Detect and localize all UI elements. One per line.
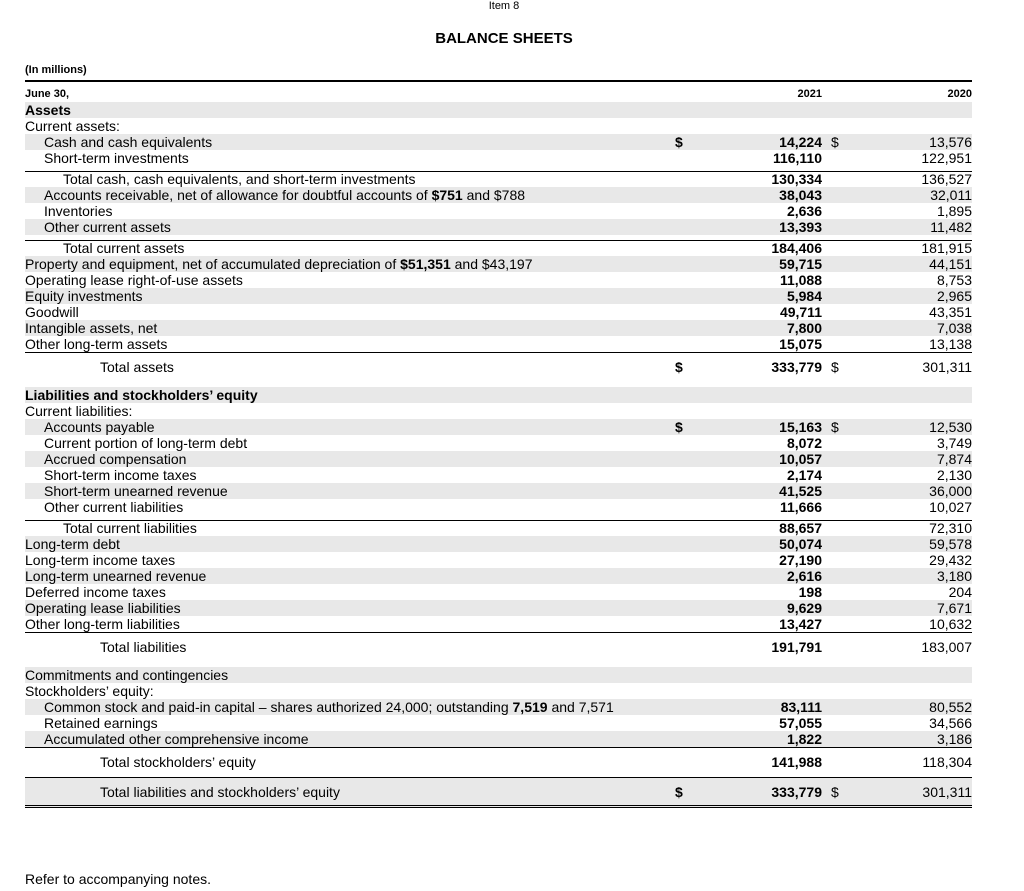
value-2020: 7,671 bbox=[936, 600, 972, 616]
table-row bbox=[25, 600, 972, 616]
table-row bbox=[25, 451, 972, 467]
value-2020: 3,186 bbox=[936, 731, 972, 747]
row-label bbox=[44, 715, 158, 731]
section-heading-row bbox=[25, 387, 972, 403]
row-label-text: Total cash, cash equivalents, and short-term investments bbox=[63, 171, 416, 187]
row-label bbox=[44, 467, 197, 483]
value-2020: 136,527 bbox=[921, 171, 972, 187]
currency-symbol-2021: $ bbox=[675, 419, 683, 435]
row-label bbox=[25, 256, 532, 272]
table-row bbox=[25, 683, 972, 699]
row-label bbox=[25, 667, 228, 683]
row-label bbox=[25, 616, 180, 632]
row-label-text: Liabilities and stockholders’ equity bbox=[25, 387, 258, 403]
row-label bbox=[25, 536, 120, 552]
row-label-text: Commitments and contingencies bbox=[25, 667, 229, 683]
row-label-text: Deferred income taxes bbox=[25, 584, 166, 600]
value-2021: 7,800 bbox=[786, 320, 822, 336]
value-2020: 3,180 bbox=[936, 568, 972, 584]
value-2021: 130,334 bbox=[771, 171, 822, 187]
row-label bbox=[100, 632, 186, 662]
value-2021: 116,110 bbox=[772, 150, 822, 166]
value-2020: 7,038 bbox=[936, 320, 972, 336]
row-label bbox=[25, 288, 143, 304]
value-2020: 3,749 bbox=[936, 435, 972, 451]
row-label-text: Inventories bbox=[44, 203, 113, 219]
row-label-bold-value: $751 bbox=[431, 187, 463, 203]
row-label bbox=[25, 118, 120, 134]
value-2021: 13,393 bbox=[779, 219, 822, 235]
currency-symbol-2021: $ bbox=[675, 359, 683, 375]
table-row bbox=[25, 187, 972, 203]
row-label-text: Short-term unearned revenue bbox=[44, 483, 228, 499]
balance-sheet-table bbox=[25, 86, 972, 807]
row-label bbox=[44, 150, 189, 166]
row-label bbox=[44, 731, 309, 747]
row-label-text: Current assets: bbox=[25, 118, 120, 134]
table-row bbox=[25, 584, 972, 600]
row-label-text: Equity investments bbox=[25, 288, 143, 304]
row-label bbox=[25, 336, 167, 352]
row-label-text: Total current liabilities bbox=[63, 520, 197, 536]
value-2021: 11,666 bbox=[779, 499, 822, 515]
value-2020: 80,552 bbox=[929, 699, 972, 715]
table-row bbox=[25, 467, 972, 483]
row-label-text: Other long-term liabilities bbox=[25, 616, 180, 632]
row-label bbox=[44, 451, 186, 467]
column-header-row bbox=[25, 86, 972, 102]
row-label bbox=[44, 134, 212, 150]
row-label-text: Operating lease liabilities bbox=[25, 600, 181, 616]
table-row bbox=[25, 568, 972, 584]
row-label-text: Intangible assets, net bbox=[25, 320, 158, 336]
table-row bbox=[25, 483, 972, 499]
column-header-2021: 2021 bbox=[797, 88, 822, 100]
row-label-text: Common stock and paid-in capital – shares authorized 24,000; outstanding bbox=[44, 699, 513, 715]
row-label bbox=[25, 272, 243, 288]
total-row bbox=[25, 777, 972, 807]
value-2020: 183,007 bbox=[921, 639, 972, 655]
value-2020: 1,895 bbox=[936, 203, 972, 219]
value-2021: 333,779 bbox=[771, 784, 822, 800]
currency-symbol-2020: $ bbox=[831, 419, 839, 435]
value-2021: 191,791 bbox=[771, 639, 822, 655]
row-label bbox=[44, 419, 155, 435]
table-row bbox=[25, 203, 972, 219]
value-2021: 8,072 bbox=[786, 435, 822, 451]
table-row bbox=[25, 731, 972, 747]
value-2020: 32,011 bbox=[930, 187, 972, 203]
value-2021: 333,779 bbox=[771, 359, 822, 375]
row-label-text: Operating lease right-of-use assets bbox=[25, 272, 243, 288]
table-row bbox=[25, 304, 972, 320]
row-label bbox=[100, 352, 174, 382]
row-label-text: Total assets bbox=[100, 359, 174, 375]
currency-symbol-2020: $ bbox=[831, 134, 839, 150]
row-label bbox=[44, 483, 228, 499]
value-2021: 57,055 bbox=[779, 715, 822, 731]
row-label bbox=[44, 187, 525, 203]
value-2020: 13,138 bbox=[929, 336, 972, 352]
table-row bbox=[25, 134, 972, 150]
table-row bbox=[25, 715, 972, 731]
item-number: Item 8 bbox=[488, 0, 520, 12]
table-row bbox=[25, 403, 972, 419]
value-2021: 27,190 bbox=[779, 552, 822, 568]
value-2020: 301,311 bbox=[922, 784, 972, 800]
total-row bbox=[25, 632, 972, 662]
table-row bbox=[25, 171, 972, 187]
row-label bbox=[63, 520, 197, 536]
row-label-text: Other long-term assets bbox=[25, 336, 168, 352]
value-2021: 15,163 bbox=[779, 419, 822, 435]
currency-symbol-2021: $ bbox=[675, 134, 683, 150]
row-label-text: Total stockholders’ equity bbox=[100, 754, 256, 770]
footer-note: Refer to accompanying notes. bbox=[25, 871, 211, 887]
value-2021: 41,525 bbox=[779, 483, 822, 499]
row-label-text: Total liabilities bbox=[100, 639, 187, 655]
value-2020: 43,351 bbox=[929, 304, 972, 320]
table-row bbox=[25, 616, 972, 632]
currency-symbol-2020: $ bbox=[831, 784, 839, 800]
row-label-text: Accounts payable bbox=[44, 419, 155, 435]
value-2020: 10,632 bbox=[929, 616, 972, 632]
row-label bbox=[44, 499, 183, 515]
table-row bbox=[25, 336, 972, 352]
period-label: June 30, bbox=[25, 88, 70, 100]
row-label-text: Accrued compensation bbox=[44, 451, 187, 467]
value-2020: 181,915 bbox=[921, 240, 972, 256]
row-label bbox=[25, 403, 132, 419]
value-2021: 5,984 bbox=[786, 288, 822, 304]
value-2021: 38,043 bbox=[779, 187, 822, 203]
row-label-text: Total current assets bbox=[63, 240, 185, 256]
value-2021: 88,657 bbox=[779, 520, 822, 536]
column-header-2020: 2020 bbox=[947, 88, 972, 100]
value-2020: 11,482 bbox=[930, 219, 972, 235]
value-2020: 36,000 bbox=[929, 483, 972, 499]
table-row bbox=[25, 520, 972, 536]
value-2021: 1,822 bbox=[786, 731, 822, 747]
row-label-tail: and 7,571 bbox=[547, 699, 614, 715]
row-label bbox=[25, 568, 206, 584]
value-2021: 184,406 bbox=[771, 240, 822, 256]
row-label bbox=[25, 102, 71, 118]
value-2020: 34,566 bbox=[929, 715, 972, 731]
value-2020: 10,027 bbox=[929, 499, 972, 515]
row-label-text: Current portion of long-term debt bbox=[44, 435, 248, 451]
value-2020: 7,874 bbox=[936, 451, 972, 467]
value-2021: 2,174 bbox=[786, 467, 822, 483]
value-2020: 72,310 bbox=[929, 520, 972, 536]
value-2020: 44,151 bbox=[929, 256, 972, 272]
row-label bbox=[44, 435, 247, 451]
value-2021: 9,629 bbox=[786, 600, 822, 616]
table-row bbox=[25, 536, 972, 552]
value-2021: 141,988 bbox=[771, 754, 822, 770]
value-2020: 2,130 bbox=[936, 467, 972, 483]
row-label-text: Long-term unearned revenue bbox=[25, 568, 207, 584]
value-2020: 13,576 bbox=[929, 134, 972, 150]
units-label: (In millions) bbox=[25, 64, 87, 76]
row-label-bold-value: 7,519 bbox=[512, 699, 548, 715]
table-row bbox=[25, 419, 972, 435]
value-2020: 118,304 bbox=[922, 754, 972, 770]
row-label-text: Short-term income taxes bbox=[44, 467, 197, 483]
row-label-text: Short-term investments bbox=[44, 150, 189, 166]
row-label-text: Accounts receivable, net of allowance for doubtful accounts of bbox=[44, 187, 432, 203]
row-label bbox=[100, 777, 340, 807]
row-label bbox=[63, 171, 416, 187]
row-label bbox=[100, 747, 256, 777]
table-row bbox=[25, 667, 972, 683]
table-row bbox=[25, 150, 972, 166]
table-row bbox=[25, 699, 972, 715]
value-2020: 12,530 bbox=[929, 419, 972, 435]
row-label bbox=[63, 240, 184, 256]
row-label bbox=[25, 552, 175, 568]
row-label-text: Total liabilities and stockholders’ equity bbox=[100, 784, 340, 800]
table-row bbox=[25, 256, 972, 272]
table-row bbox=[25, 118, 972, 134]
value-2021: 59,715 bbox=[779, 256, 822, 272]
row-label-text: Long-term income taxes bbox=[25, 552, 176, 568]
value-2021: 2,636 bbox=[786, 203, 822, 219]
row-label-text: Retained earnings bbox=[44, 715, 158, 731]
row-label bbox=[25, 387, 258, 403]
row-label bbox=[25, 320, 157, 336]
total-row bbox=[25, 352, 972, 382]
value-2021: 11,088 bbox=[779, 272, 822, 288]
table-row bbox=[25, 552, 972, 568]
row-label-text: Stockholders’ equity: bbox=[25, 683, 154, 699]
value-2021: 15,075 bbox=[779, 336, 822, 352]
table-row bbox=[25, 240, 972, 256]
value-2021: 50,074 bbox=[779, 536, 822, 552]
table-row bbox=[25, 288, 972, 304]
row-label bbox=[44, 699, 614, 715]
top-rule bbox=[25, 80, 972, 82]
row-label-tail: and $43,197 bbox=[450, 256, 533, 272]
value-2020: 29,432 bbox=[929, 552, 972, 568]
value-2021: 14,224 bbox=[779, 134, 822, 150]
row-label bbox=[44, 203, 112, 219]
value-2020: 2,965 bbox=[936, 288, 972, 304]
row-label bbox=[44, 219, 171, 235]
value-2021: 2,616 bbox=[786, 568, 822, 584]
row-label bbox=[25, 304, 79, 320]
value-2021: 10,057 bbox=[779, 451, 822, 467]
row-label-text: Other current assets bbox=[44, 219, 171, 235]
row-label-tail: and $788 bbox=[462, 187, 526, 203]
row-label-text: Goodwill bbox=[25, 304, 79, 320]
row-label bbox=[25, 584, 166, 600]
row-label-text: Long-term debt bbox=[25, 536, 120, 552]
section-heading-row bbox=[25, 102, 972, 118]
value-2021: 49,711 bbox=[779, 304, 822, 320]
row-label-text: Property and equipment, net of accumulated depreciation of bbox=[25, 256, 401, 272]
row-label bbox=[25, 683, 154, 699]
table-row bbox=[25, 435, 972, 451]
currency-symbol-2020: $ bbox=[831, 359, 839, 375]
currency-symbol-2021: $ bbox=[675, 784, 683, 800]
row-label-bold-value: $51,351 bbox=[400, 256, 451, 272]
row-label-text: Accumulated other comprehensive income bbox=[44, 731, 309, 747]
value-2021: 198 bbox=[798, 584, 822, 600]
row-label-text: Current liabilities: bbox=[25, 403, 133, 419]
table-row bbox=[25, 320, 972, 336]
value-2021: 83,111 bbox=[780, 699, 822, 715]
value-2020: 204 bbox=[948, 584, 972, 600]
row-label-text: Cash and cash equivalents bbox=[44, 134, 213, 150]
table-row bbox=[25, 272, 972, 288]
row-label bbox=[25, 600, 181, 616]
page-title: BALANCE SHEETS bbox=[435, 30, 573, 47]
row-label-text: Assets bbox=[25, 102, 71, 118]
value-2021: 13,427 bbox=[779, 616, 822, 632]
table-row bbox=[25, 219, 972, 235]
value-2020: 59,578 bbox=[929, 536, 972, 552]
total-row bbox=[25, 747, 972, 777]
row-label-text: Other current liabilities bbox=[44, 499, 184, 515]
value-2020: 122,951 bbox=[921, 150, 972, 166]
value-2020: 8,753 bbox=[936, 272, 972, 288]
table-row bbox=[25, 499, 972, 515]
value-2020: 301,311 bbox=[922, 359, 972, 375]
